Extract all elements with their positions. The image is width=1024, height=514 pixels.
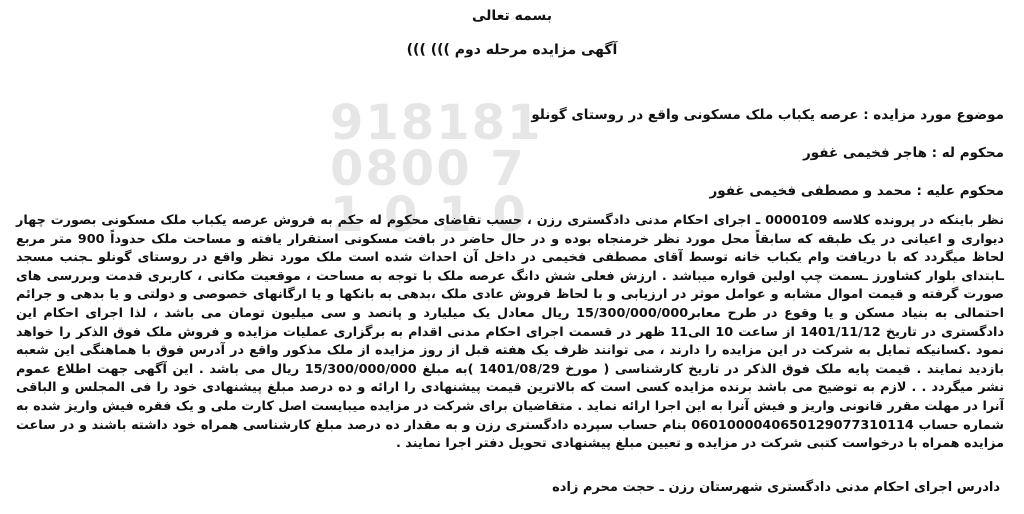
debtor: محکوم علیه : محمد و مصطفی فخیمی غفور [709,183,1004,199]
signature-line: دادرس اجرای احکام مدنی دادگستری شهرستان رزن ـ حجت محرم زاده [552,480,1000,495]
case-details [16,103,1008,204]
background-watermark: 918181 0800 7 1 0 1 0 [330,95,543,243]
basmala: بسمه تعالی [471,8,553,24]
auction-subject: موضوع مورد مزایده : عرصه یکباب ملک مسکونی واقع در روستای گونلو [531,107,1004,123]
notice-title: آگهی مزایده مرحله دوم ))) ))) [406,42,618,58]
notice-body: نظر باینکه در پرونده کلاسه 0000109 ـ اجرای احکام مدنی دادگستری رزن ، حسب تقاضای محکوم له حکم به فروش عرصه یکباب ملک مسکونی بصورت چهار دیواری و اعیانی در یک طبقه که سابقاً محل مورد نظر خرمنجاه بوده و در حال حاضر در بافت مسکونی استقرار یافته و مساحت ملک حدوداً 900 متر مربع لحاظ میگردد که با دریافت وام یکباب خانه توسط آقای مصطفی فخیمی در داخل آن احداث شده است ملک مورد نظر واقع در روستای گونلو ـجنب مسجد ـابتدای بلوار کشاورز ـسمت چپ اولین قواره میباشد . ارزش فعلی شش دانگ عرصه ملک با توجه به مساحت ، موقعیت مکانی ، کاربری قدمت وبررسی های صورت گرفته و قیمت اموال مشابه و عوامل موثر در ارزیابی و با لحاظ فروش عادی ملک ،بدهی به بانکها و یا ارگانهای خصوصی و دولتی و یا بدهی و جرائم احتمالی به بنیاد مسکن و یا وقوع در طرح معابر15/300/000/000 ریال معادل یک میلیارد و پانصد و سی میلیون تومان می باشد ، لذا اجرای احکام این دادگستری در تاریخ 1401/11/12 از ساعت 10 الی11 ظهر در قسمت اجرای احکام مدنی اقدام به برگزاری عملیات مزایده و فروش ملک فوق الذکر را خواهد نمود .کسانیکه تمایل به شرکت در این مزایده را دارند ، می توانند ظرف یک هفته قبل از روز مزایده از ملک مذکور واقع در آدرس فوق با هماهنگی این شعبه بازدید نمایند . قیمت پایه ملک فوق الذکر در تاریخ کارشناسی ( مورخ 1401/08/29 )به مبلغ 15/300/000/000 ریال می باشد . این آگهی جهت اطلاع عموم نشر میگردد . . لازم به توضیح می باشد برنده مزایده کسی است که بالاترین قیمت پیشنهادی را ارائه و ده درصد مبلغ پیشنهادی خود را فی المجلس و الباقی آنرا در مهلت مقرر قانونی واریز و فیش آنرا به این اجرا ارائه نماید . متقاضیان برای شرکت در مزایده میبایست اصل کارت ملی و یک فقره فیش واریز شده به شماره حساب 0601000040650129077310114 بنام حساب سپرده دادگستری رزن و به مقدار ده درصد مبلغ کارشناسی همراه خود داشته باشند و در ساعت مزایده همراه با درخواست کتبی شرکت در مزایده و تعیین مبلغ پیشنهادی تحویل دفتر اجرا نمایند . [16,213,1005,452]
notice-header [16,8,1008,62]
beneficiary: محکوم له : هاجر فخیمی غفور [803,145,1004,161]
